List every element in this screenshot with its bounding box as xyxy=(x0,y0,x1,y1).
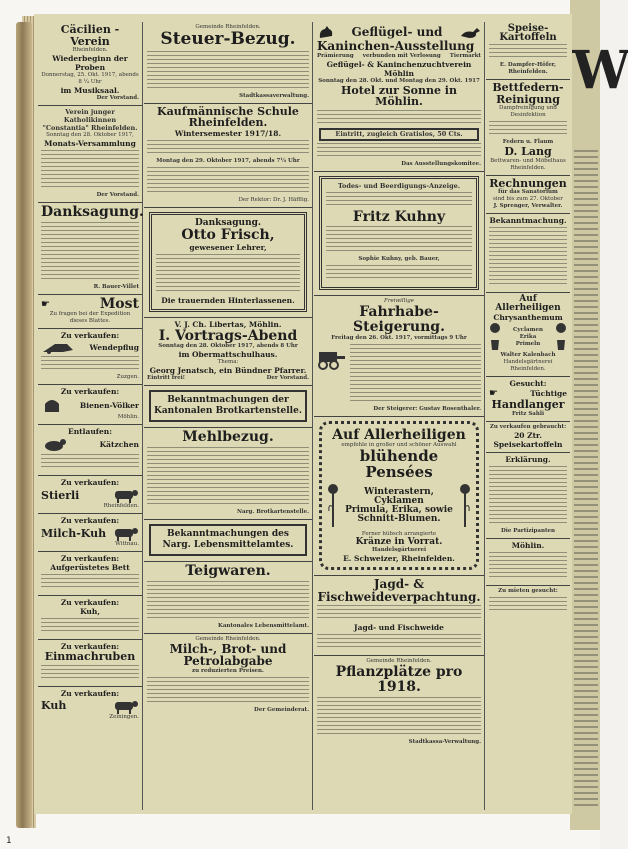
ad-bett xyxy=(38,552,142,596)
ad-title: Möhlin. xyxy=(511,540,545,550)
ad-libertas xyxy=(144,318,312,387)
facing-page xyxy=(570,0,628,830)
ad-body-text xyxy=(489,121,567,137)
ad-item: Bienen-Völker xyxy=(79,400,139,410)
cat-icon xyxy=(41,436,67,452)
ad-title: Bekanntmachungen der Kantonalen Brotkartenstelle. xyxy=(154,395,302,417)
ad-title: Todes- und Beerdigungs-Anzeige. xyxy=(337,181,461,190)
ad-pflanzplaetze xyxy=(314,656,484,748)
ad-verein-constantia xyxy=(38,106,142,203)
ad-head: Zu verkaufen: xyxy=(60,478,120,488)
ad-subtitle: empfehle in großer und schöner Auswahl xyxy=(341,442,457,449)
ad-place: Handelsgärtnerei Rheinfelden. xyxy=(503,359,553,373)
ad-sub-3: Primeln xyxy=(515,340,541,347)
ad-frame xyxy=(319,176,479,291)
ad-kuh xyxy=(38,596,142,640)
ad-subtitle: Wiederbeginn der Proben xyxy=(52,54,128,73)
ad-date: Sonntag den 28. Okt. und Montag den 29. Okt. 1917 xyxy=(318,77,480,84)
horse-cart-icon xyxy=(317,342,347,372)
ad-body-text xyxy=(326,192,472,208)
ad-body-text xyxy=(489,44,567,60)
ad-subtitle: zu reduzierten Preisen. xyxy=(192,667,264,674)
ad-einmachruben xyxy=(38,640,142,687)
ad-body-text xyxy=(489,466,567,526)
ad-item: Tüchtige xyxy=(530,389,567,399)
ad-list-3: Schnitt-Blumen. xyxy=(357,513,441,524)
ad-head: Zu verkaufen: xyxy=(60,689,120,699)
ad-item: Kätzchen xyxy=(99,439,139,449)
ad-title: Jagd- & Fischweideverpachtung. xyxy=(317,576,481,604)
ad-sign: Kantonales Lebensmittelamt. xyxy=(218,622,309,629)
ad-milch-kuh xyxy=(38,514,142,552)
ad-body-text xyxy=(350,344,481,404)
ad-place: Zeiningen. xyxy=(109,714,139,721)
ad-item: Einmachruben xyxy=(44,650,136,664)
ad-body-text xyxy=(41,665,139,681)
ad-item: 20 Ztr. Speisekartoffeln xyxy=(493,430,563,449)
ad-sign: Die Partizipanten xyxy=(500,527,555,534)
ad-body-text xyxy=(326,265,472,281)
ad-date: Sonntag den 28. Oktober 1917, abends 8 Uhr xyxy=(158,343,298,350)
ad-title: Pflanzplätze pro 1918. xyxy=(335,664,463,695)
ad-title: Danksagung. xyxy=(194,217,262,228)
ad-note: im Musiksaal. xyxy=(60,86,120,96)
ad-sign: E. Dampfer-Höfer, Rheinfelden. xyxy=(499,62,557,75)
ad-entry: Eintritt, zugleich Gratislos, 50 Cts. xyxy=(335,129,463,138)
ad-frame xyxy=(149,212,307,312)
ad-title: Teigwaren. xyxy=(185,563,271,579)
ad-stierli xyxy=(38,476,142,514)
ad-speise-kartoffeln xyxy=(486,22,570,80)
plough-icon xyxy=(41,340,75,354)
ad-sign: Das Ausstellungskomitee. xyxy=(401,160,481,167)
ad-place: Rheinfelden. xyxy=(103,503,139,510)
ad-sign: Fritz Sahli xyxy=(511,410,545,417)
ad-head: Zu verkaufen gebraucht: xyxy=(489,423,567,430)
ad-brand: Federn u. Flaum xyxy=(502,139,554,146)
ad-bekanntmachung xyxy=(486,214,570,293)
ad-more: Ferner hübsch arrangierte xyxy=(361,530,437,537)
ad-body-text xyxy=(489,597,567,613)
ad-sign: Der Rektor: Dr. J. Häfflig. xyxy=(238,196,309,203)
ad-entry: Eintritt frei! xyxy=(147,375,186,382)
ad-head: Zu verkaufen: xyxy=(60,642,120,652)
column-4 xyxy=(486,22,570,810)
ad-date: Sonntag den 28. Oktober 1917, xyxy=(46,132,134,139)
rooster-icon xyxy=(317,24,335,40)
ad-body-text xyxy=(41,574,139,590)
ad-kranz: Kränze in Vorrat. xyxy=(355,536,443,547)
ad-sign: R. Bauer-Villet xyxy=(93,283,139,290)
ad-body-text xyxy=(41,222,139,282)
flower-icon xyxy=(458,481,472,531)
ad-title: Bekanntmachungen des Narg. Lebensmittelamtes. xyxy=(162,529,294,550)
flower-pot-icon xyxy=(489,322,501,352)
ad-sub-2: Erika xyxy=(519,333,537,340)
ad-item: Chrysanthemum xyxy=(493,313,563,323)
ad-event: I. Vortrags-Abend xyxy=(158,327,298,344)
ad-title: Zu mieten gesucht: xyxy=(498,587,558,594)
ad-owner: E. Schweizer, Rheinfelden. xyxy=(343,553,455,563)
ad-title: Bettfedern-Reinigung xyxy=(492,81,564,106)
ad-title: Rechnungen xyxy=(489,176,567,190)
ad-body-text xyxy=(317,634,481,650)
ad-frame xyxy=(149,524,307,556)
cow-icon xyxy=(111,487,139,503)
column-2 xyxy=(144,22,313,810)
ad-body-text xyxy=(156,254,300,294)
ad-role: gewesener Lehrer, xyxy=(189,242,267,252)
ad-subtitle: Wintersemester 1917/18. xyxy=(174,128,282,138)
cow-icon xyxy=(111,525,139,541)
ad-sign: J. Sprenger, Verwalter. xyxy=(493,203,563,210)
ad-body-text xyxy=(41,150,139,190)
beehive-icon xyxy=(41,396,63,414)
ad-place: Wittnau. xyxy=(115,541,139,548)
ad-danksagung-frisch xyxy=(144,208,312,318)
ad-title: Bekanntmachung. xyxy=(489,216,567,226)
ad-item: Milch-Kuh xyxy=(41,526,107,540)
ad-kaetzchen xyxy=(38,425,142,476)
pointing-hand-icon: ☛ xyxy=(489,388,498,400)
ad-subtitle: Monats-Versammlung xyxy=(44,139,136,149)
ad-sign: Stadtkassaverwaltung. xyxy=(239,92,309,99)
ad-body-text xyxy=(489,552,567,580)
ad-moehlin xyxy=(486,539,570,586)
ad-danksagung xyxy=(38,203,142,295)
cow-icon xyxy=(111,698,139,714)
ad-title: V. J. Ch. Libertas, Möhlin. xyxy=(174,319,282,329)
ad-body-text xyxy=(147,167,309,195)
ad-sign: Bettwaren- und Möbelhaus Rheinfelden. xyxy=(490,157,566,171)
ad-body-text xyxy=(41,356,139,372)
ad-org: Geflügel- & Kaninchenzuchtverein Möhlin xyxy=(326,59,472,78)
ad-right: Tiermarkt xyxy=(449,52,481,59)
ad-head: Zu verkaufen: xyxy=(60,554,120,564)
ad-body-text xyxy=(326,226,472,254)
ad-item: Aufgerüstetes Bett xyxy=(50,563,130,573)
ad-brotkartenstelle xyxy=(144,386,312,428)
ad-left: Prämierung xyxy=(317,52,354,59)
facing-page-text xyxy=(574,150,598,810)
ad-mid: verbunden mit Verlosung xyxy=(362,52,441,59)
ad-body-text xyxy=(317,110,481,126)
ad-body-text xyxy=(147,51,309,91)
ad-todesanzeige xyxy=(314,172,484,297)
ad-body-text xyxy=(147,581,309,621)
ad-erklaerung xyxy=(486,453,570,539)
ad-body-text xyxy=(147,140,309,156)
ad-bienen xyxy=(38,385,142,425)
duck-icon xyxy=(459,24,481,40)
ad-gefluegel-ausstellung xyxy=(314,22,484,172)
book-spine xyxy=(16,22,32,828)
ad-title-2: Kaninchen-Ausstellung xyxy=(317,39,475,53)
ad-allerheiligen-chrysanthemum xyxy=(486,293,570,377)
ad-sign: Narg. Brotkartenstelle. xyxy=(237,509,309,515)
ad-title: Cäcilien - Verein xyxy=(60,23,120,48)
ad-item: Stierli xyxy=(41,488,80,502)
ad-item: Wendepflug xyxy=(89,342,139,352)
ad-speaker: Georg Jenatsch, ein Bündner Pfarrer. xyxy=(149,366,307,376)
ad-wendepflug xyxy=(38,329,142,385)
ad-fahrhabe-steigerung xyxy=(314,296,484,416)
ad-sign: Der Vorstand. xyxy=(96,192,139,199)
ad-speisekartoffeln-verkauf xyxy=(486,422,570,453)
ad-jagd-verpachtung xyxy=(314,576,484,656)
ad-most xyxy=(38,295,142,330)
ad-place: Gemeinde Rheinfelden. xyxy=(195,24,261,30)
ad-body-text xyxy=(41,454,139,470)
ad-place: Rheinfelden. xyxy=(72,47,108,54)
ad-title: Steuer-Bezug. xyxy=(160,29,296,49)
ad-title: Auf Allerheiligen xyxy=(332,426,466,443)
ad-body-text xyxy=(147,677,309,705)
ad-head: Zu verkaufen: xyxy=(60,598,120,608)
ad-sign: Der Steigerer: Gustav Rosenthaler. xyxy=(373,405,481,412)
ad-title: Kaufmännische Schule Rheinfelden. xyxy=(157,104,299,130)
ad-title: Danksagung. xyxy=(41,204,144,221)
facing-page-headline: W xyxy=(572,40,628,101)
page-marker: 1 xyxy=(6,836,12,846)
ad-firm: Handelsgärtnerei xyxy=(371,546,427,553)
ad-subtitle: Jagd- und Fischweide xyxy=(354,623,444,633)
ad-list-2: Primula, Erika, sowie xyxy=(345,504,453,515)
ad-list-1: Winterastern, Cyklamen xyxy=(364,486,434,506)
ad-title: Fahrhabe-Steigerung. xyxy=(353,304,445,336)
column-1 xyxy=(38,22,143,810)
ad-sign: Stadtkassa-Verwaltung. xyxy=(408,738,481,745)
ad-pensees xyxy=(314,417,484,576)
ad-place: Zuzgen. xyxy=(116,374,139,381)
ad-title: Mehlbezug. xyxy=(182,429,274,446)
ad-zu-mieten xyxy=(486,586,570,618)
flower-icon xyxy=(326,481,340,531)
ad-entry-box xyxy=(319,128,479,141)
ad-milch-brot-petrol xyxy=(144,634,312,717)
ad-body-text xyxy=(317,605,481,621)
ad-widow: Sophie Kuhny, geb. Bauer, xyxy=(358,256,440,263)
ad-sign: Der Gemeinderat. xyxy=(254,706,309,713)
ad-subtitle: Dampfreinigung und Desinfektion xyxy=(499,105,557,119)
ad-place: Freiwillige xyxy=(384,298,414,305)
ad-kaufmaennische-schule xyxy=(144,104,312,208)
ad-sign: Der Vorstand. xyxy=(96,95,139,102)
ad-title: Gesucht: xyxy=(509,379,547,389)
ad-body-text xyxy=(41,618,139,634)
ad-date: Donnerstag, 25. Okt. 1917, abends 8 ¼ Uhr xyxy=(41,72,139,86)
ad-title: Milch-, Brot- und Petrolabgabe xyxy=(169,641,287,669)
ad-date: sind bis zum 27. Oktober xyxy=(493,196,563,203)
ad-title: Verein junger Katholikinnen "Constantia" Rheinfelden. xyxy=(42,108,138,133)
ad-title: Speise-Kartoffeln xyxy=(499,23,557,43)
ad-title: Auf Allerheiligen xyxy=(495,294,561,314)
ad-frame xyxy=(319,421,479,570)
ad-steuer-bezug xyxy=(144,22,312,104)
ad-place: Möhlin. xyxy=(117,414,139,421)
ad-topic: Thema: xyxy=(217,359,239,366)
ad-head: Zu verkaufen: xyxy=(60,387,120,397)
ad-body-text xyxy=(147,447,309,507)
ad-mehlbezug xyxy=(144,428,312,520)
ad-date: Freitag den 26. Okt. 1917, vormittags 9 Uhr xyxy=(331,334,467,341)
ad-title: Geflügel- und xyxy=(351,24,443,39)
ad-item: blühende Pensées xyxy=(359,447,439,482)
ad-item: Kuh, xyxy=(80,607,100,617)
ad-place: im Obermattschulhaus. xyxy=(178,350,278,360)
ad-head: Zu verkaufen: xyxy=(60,516,120,526)
ad-title: Most xyxy=(99,295,139,312)
ad-sign: Der Vorstand. xyxy=(266,375,309,382)
ad-date: Montag den 29. Oktober 1917, abends 7¼ Uhr xyxy=(156,157,300,164)
flower-pot-icon xyxy=(555,322,567,352)
ad-item-2: Handlanger xyxy=(491,398,565,412)
ad-body-text xyxy=(489,227,567,287)
ad-bettfedern xyxy=(486,80,570,176)
ad-subtitle: für das Sanatorium xyxy=(498,189,558,196)
column-3 xyxy=(314,22,485,810)
ad-body-text xyxy=(317,697,481,737)
ad-name: Otto Frisch, xyxy=(181,226,275,243)
ad-head: Zu verkaufen: xyxy=(60,331,120,341)
ad-frame xyxy=(149,390,307,422)
ad-sign: Walter Kalenbach xyxy=(500,352,556,359)
newspaper-page xyxy=(34,14,572,814)
ad-head: Entlaufen: xyxy=(67,427,112,437)
pointing-hand-icon: ☛ xyxy=(41,298,50,310)
ad-body-text xyxy=(317,143,481,159)
ad-name: D. Lang xyxy=(504,145,552,159)
ad-place: Gemeinde Rheinfelden. xyxy=(366,658,432,665)
ad-sub-1: Cyclamen xyxy=(513,326,543,333)
ad-item: Kuh xyxy=(41,699,67,713)
ad-place: Gemeinde Rheinfelden. xyxy=(195,635,261,642)
ad-teigwaren xyxy=(144,562,312,634)
ad-lebensmittelamt xyxy=(144,520,312,562)
ad-title: Erklärung. xyxy=(505,454,551,464)
ad-gesucht xyxy=(486,377,570,422)
ad-name: Fritz Kuhny xyxy=(352,208,446,225)
ad-sign: Die trauernden Hinterlassenen. xyxy=(161,295,295,305)
ad-rechnungen xyxy=(486,176,570,215)
ad-kuh-zeiningen xyxy=(38,687,142,724)
ad-caecilien-verein xyxy=(38,22,142,106)
ad-text: Zu fragen bei der Expedition dieses Blattes. xyxy=(49,311,131,325)
ad-hotel: Hotel zur Sonne in Möhlin. xyxy=(341,83,457,109)
